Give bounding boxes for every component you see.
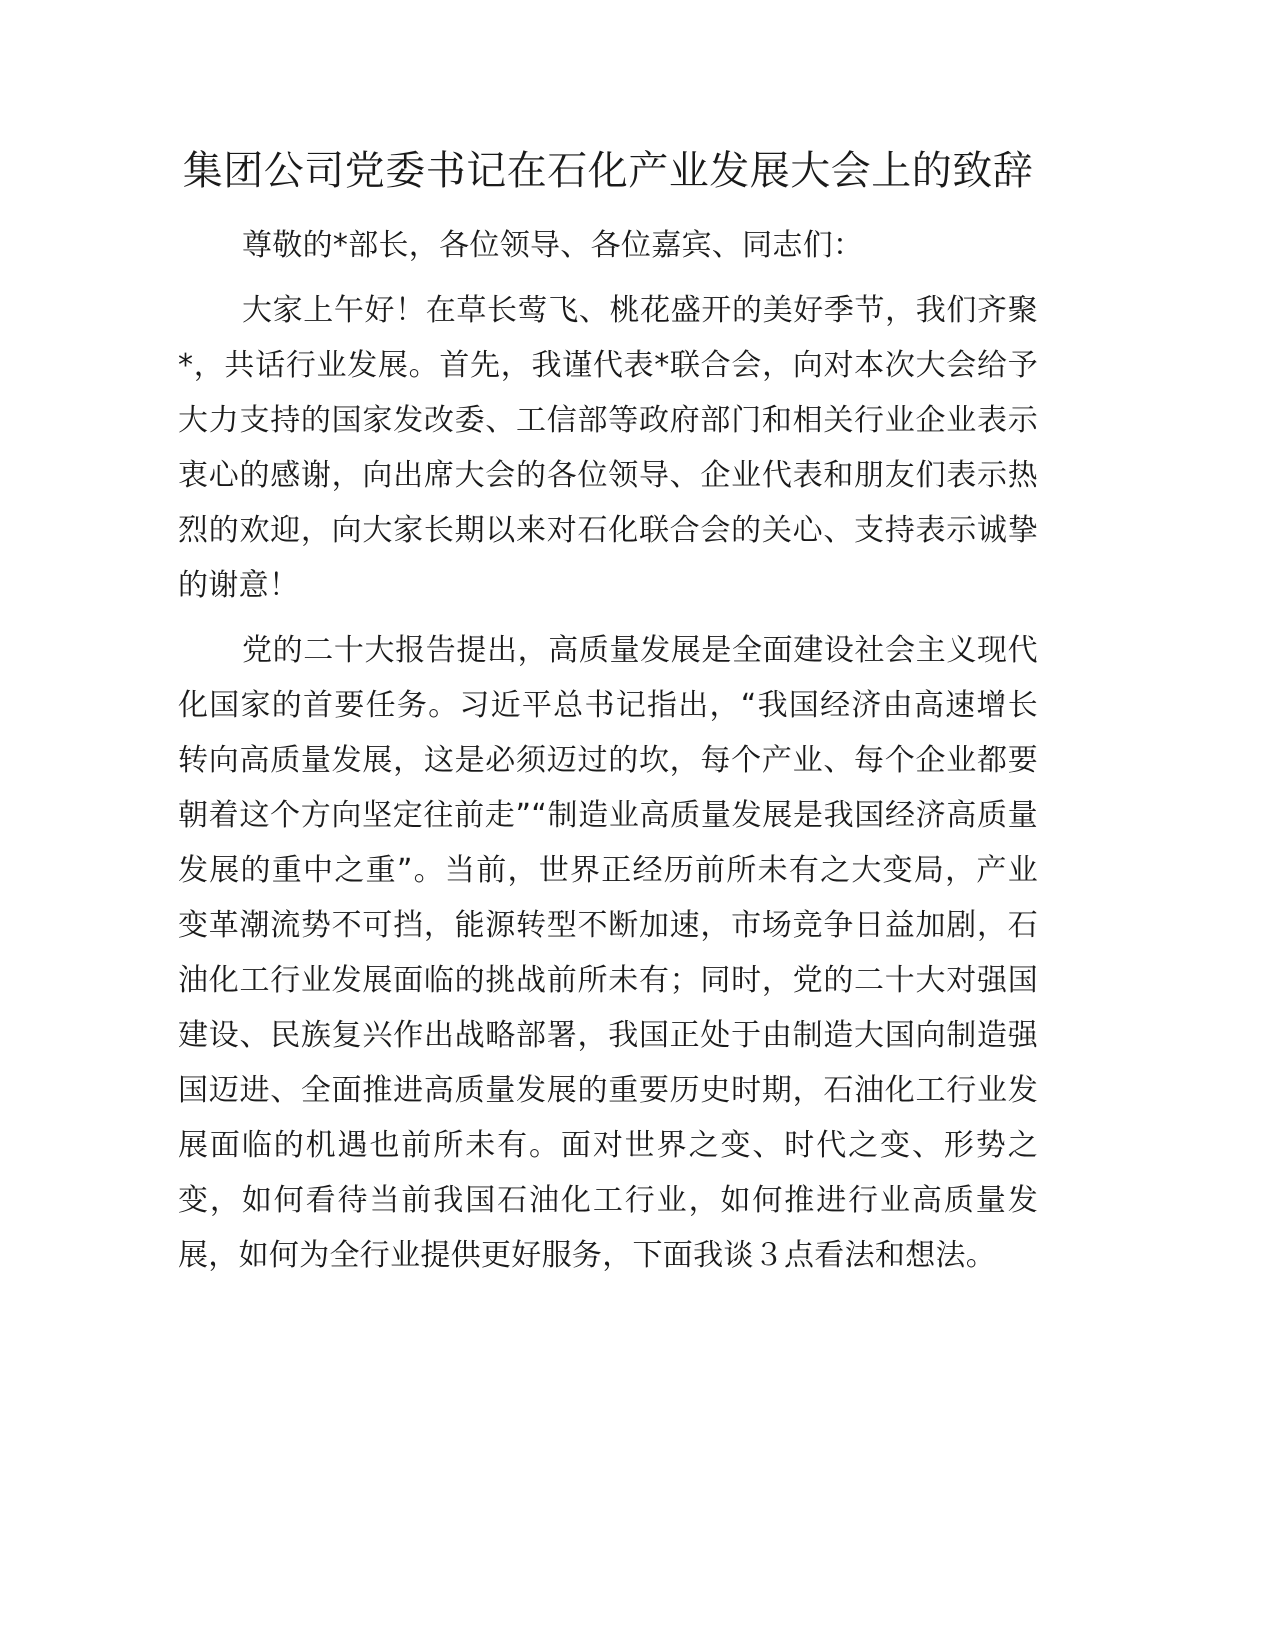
context-paragraph: 党的二十大报告提出，高质量发展是全面建设社会主义现代化国家的首要任务。习近平总书记指出，“我国经济由高速增长转向高质量发展，这是必须迈过的坎，每个产业、每个企业都要朝着这个方向坚定往前走”“制造业高质量发展是我国经济高质量发展的重中之重”。当前，世界正经历前所未有之大变局，产业变革潮流势不可挡，能源转型不断加速，市场竞争日益加剧，石油化工行业发展面临的挑战前所未有；同时，党的二十大对强国建设、民族复兴作出战略部署，我国正处于由制造大国向制造强国迈进、全面推进高质量发展的重要历史时期，石油化工行业发展面临的机遇也前所未有。面对世界之变、时代之变、形势之变，如何看待当前我国石油化工行业，如何推进行业高质量发展，如何为全行业提供更好服务，下面我谈３点看法和想法。 bbox=[178, 633, 1038, 1273]
greeting-paragraph: 大家上午好！在草长莺飞、桃花盛开的美好季节，我们齐聚*，共话行业发展。首先，我谨代表*联合会，向对本次大会给予大力支持的国家发改委、工信部等政府部门和相关行业企业表示衷心的感谢，向出席大会的各位领导、企业代表和朋友们表示热烈的欢迎，向大家长期以来对石化联合会的关心、支持表示诚挚的谢意！ bbox=[178, 293, 1038, 603]
document-body bbox=[178, 218, 1038, 1283]
document-page bbox=[178, 140, 1038, 1283]
document-title: 集团公司党委书记在石化产业发展大会上的致辞 bbox=[182, 148, 1034, 194]
salutation-paragraph: 尊敬的*部长，各位领导、各位嘉宾、同志们： bbox=[242, 228, 864, 263]
